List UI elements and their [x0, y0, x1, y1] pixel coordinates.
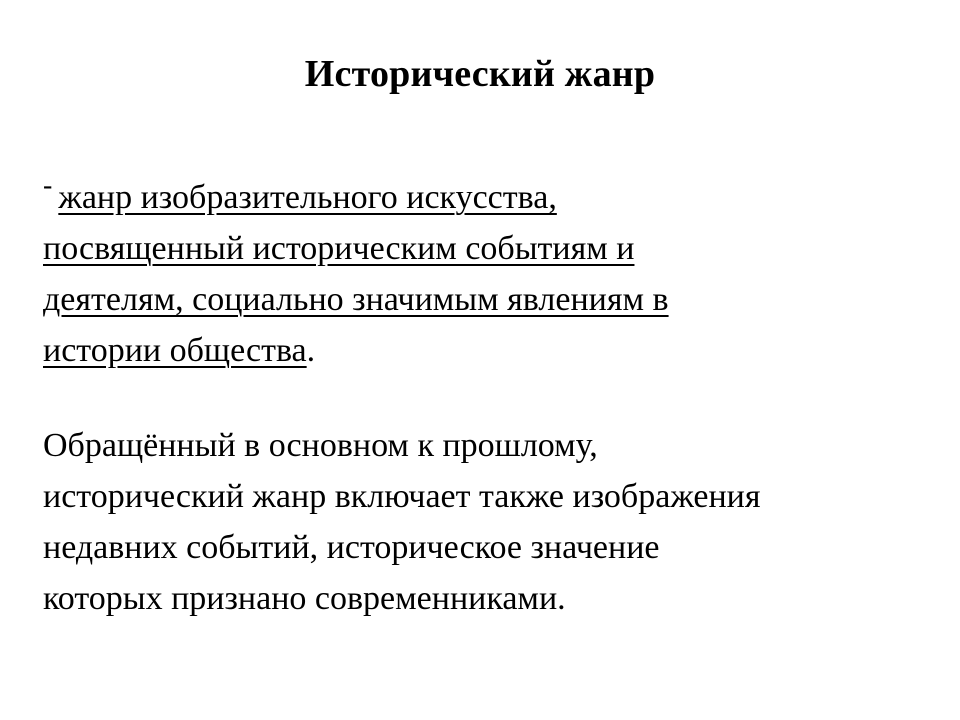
slide-title: Исторический жанр — [304, 53, 656, 95]
definition-line-3 — [43, 274, 953, 325]
definition-line-4 — [43, 325, 953, 376]
definition-paragraph — [43, 160, 953, 376]
definition-line-2 — [43, 223, 953, 274]
definition-text: посвященный историческим событиям и — [43, 230, 635, 267]
definition-text: истории общества — [43, 332, 307, 369]
description-line-3: недавних событий, историческое значение — [43, 529, 660, 566]
dash-bullet: - — [43, 170, 53, 201]
description-line-1: Обращённый в основном к прошлому, — [43, 427, 598, 464]
description-line-2: исторический жанр включает также изображения — [43, 478, 761, 515]
definition-text: деятелям, социально значимым явлениям в — [43, 281, 669, 318]
description-paragraph — [43, 420, 953, 624]
definition-text: жанр изобразительного искусства, — [58, 179, 557, 216]
description-line-4: которых признано современниками. — [43, 580, 566, 617]
definition-period: . — [306, 332, 316, 369]
definition-line-1 — [43, 160, 953, 223]
